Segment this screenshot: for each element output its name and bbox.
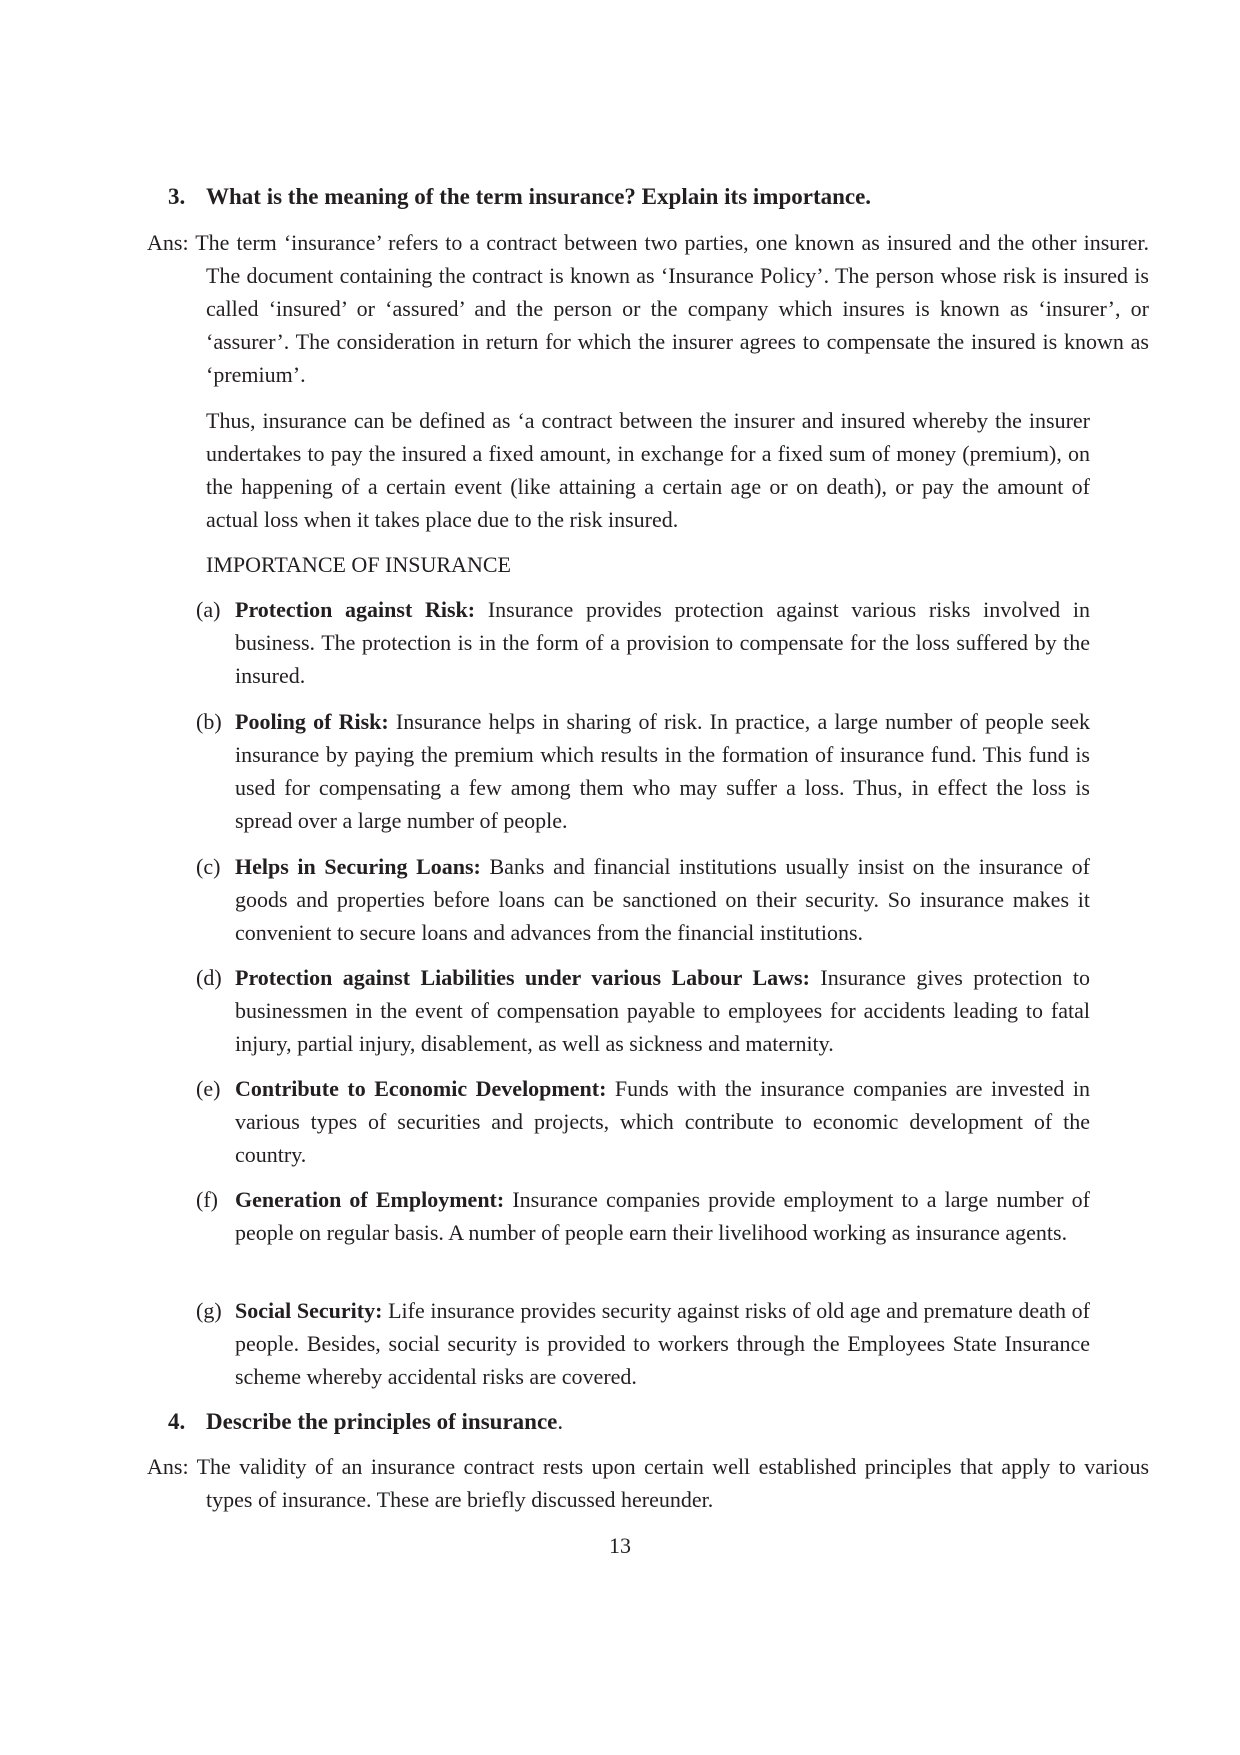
item-label: (d) bbox=[196, 965, 222, 990]
answer-4-text-1: The validity of an insurance contract rests upon certain well established principles that apply to various types of insurance. These are briefly discussed hereunder. bbox=[196, 1454, 1149, 1512]
item-text: Insurance gives protection to businessmen in the event of compensation payable to employees for accidents leading to fatal injury, partial injury, disablement, as well as sickness and maternity. bbox=[235, 965, 1090, 1056]
item-title: Helps in Securing Loans: bbox=[235, 854, 481, 879]
importance-item-d bbox=[196, 961, 1090, 1060]
item-text: Insurance companies provide employment to a large number of people on regular basis. A number of people earn their livelihood working as insurance agents. bbox=[235, 1187, 1090, 1245]
importance-item-c bbox=[196, 850, 1090, 949]
importance-item-f bbox=[196, 1183, 1090, 1249]
importance-item-a bbox=[196, 593, 1090, 692]
question-4-number: 4. bbox=[168, 1409, 186, 1434]
answer-3-paragraph-1 bbox=[147, 226, 1149, 391]
page-number: 13 bbox=[609, 1533, 631, 1558]
item-label: (c) bbox=[196, 854, 221, 879]
item-title: Pooling of Risk: bbox=[235, 709, 389, 734]
importance-item-e bbox=[196, 1072, 1090, 1171]
item-title: Contribute to Economic Development: bbox=[235, 1076, 607, 1101]
answer-3-text-1: The term ‘insurance’ refers to a contract between two parties, one known as insured and the other insurer. The document containing the contract is known as ‘Insurance Policy’. The person whose risk is insured is called ‘insured’ or ‘assured’ and the person or the company which insures is known as ‘insurer’, or ‘assurer’. The consideration in return for which the insurer agrees to compensate the insured is known as ‘premium’. bbox=[195, 230, 1149, 387]
importance-item-b bbox=[196, 705, 1090, 837]
item-title: Generation of Employment: bbox=[235, 1187, 505, 1212]
item-text: Insurance helps in sharing of risk. In practice, a large number of people seek insurance by paying the premium which results in the formation of insurance fund. This fund is used for compensating a few among them who may suffer a loss. Thus, in effect the loss is spread over a large number of people. bbox=[235, 709, 1090, 833]
answer-4-paragraph-1 bbox=[147, 1450, 1149, 1516]
question-3-number: 3. bbox=[168, 184, 186, 209]
item-text: Funds with the insurance companies are invested in various types of securities and projects, which contribute to economic development of the country. bbox=[235, 1076, 1090, 1167]
item-title: Social Security: bbox=[235, 1298, 383, 1323]
item-text: Life insurance provides security against risks of old age and premature death of people. Besides, social security is provided to workers through the Employees State Insurance scheme whereby accidental risks are covered. bbox=[235, 1298, 1090, 1389]
answer-3-paragraph-2: Thus, insurance can be defined as ‘a contract between the insurer and insured whereby the insurer undertakes to pay the insured a fixed amount, in exchange for a fixed sum of money (premium), on the happening of a certain event (like attaining a certain age or on death), or pay the amount of actual loss when it takes place due to the risk insured. bbox=[206, 408, 1090, 532]
question-3-text: What is the meaning of the term insurance? Explain its importance. bbox=[206, 184, 872, 209]
item-text: Insurance provides protection against various risks involved in business. The protection is in the form of a provision to compensate for the loss suffered by the insured. bbox=[235, 597, 1090, 688]
question-4 bbox=[168, 1405, 563, 1438]
item-label: (a) bbox=[196, 597, 221, 622]
importance-item-g bbox=[196, 1294, 1090, 1393]
importance-heading: IMPORTANCE OF INSURANCE bbox=[206, 552, 511, 577]
question-3 bbox=[168, 180, 871, 213]
item-label: (g) bbox=[196, 1298, 222, 1323]
question-4-text: Describe the principles of insurance bbox=[206, 1409, 558, 1434]
answer-3-label: Ans: bbox=[147, 230, 189, 255]
item-title: Protection against Risk: bbox=[235, 597, 476, 622]
question-4-period: . bbox=[557, 1409, 564, 1434]
item-title: Protection against Liabilities under various Labour Laws: bbox=[235, 965, 810, 990]
answer-4-label: Ans: bbox=[147, 1454, 189, 1479]
item-label: (f) bbox=[196, 1187, 218, 1212]
item-label: (b) bbox=[196, 709, 222, 734]
item-text: Banks and financial institutions usually insist on the insurance of goods and properties before loans can be sanctioned on their security. So insurance makes it convenient to secure loans and advances from the financial institutions. bbox=[235, 854, 1090, 945]
item-label: (e) bbox=[196, 1076, 221, 1101]
